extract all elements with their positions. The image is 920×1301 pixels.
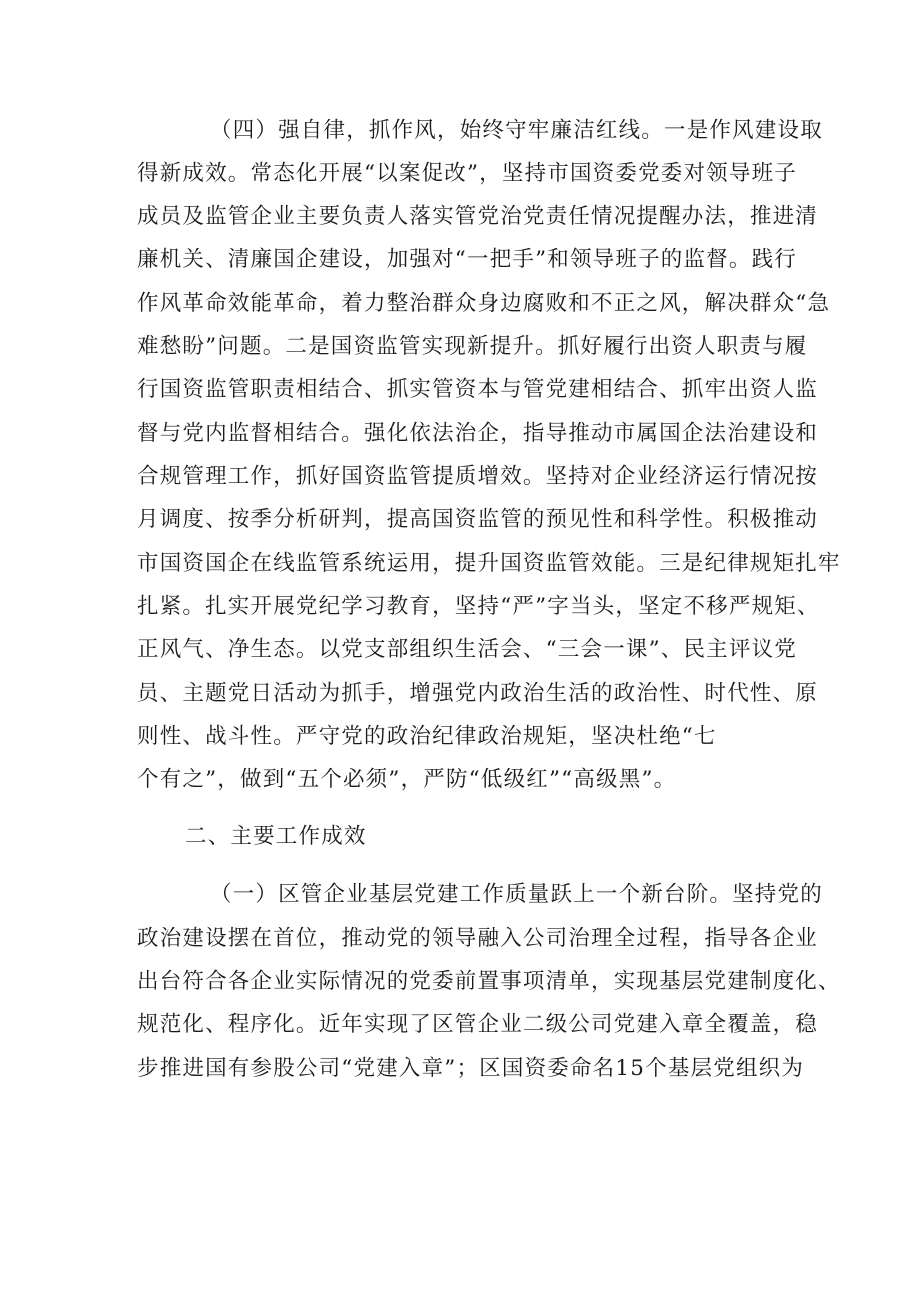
paragraph-line: 廉机关、清廉国企建设，加强对“一把手”和领导班子的监督。践行	[137, 247, 797, 272]
paragraph-line: 政治建设摆在首位，推动党的领导融入公司治理全过程，指导各企业	[137, 926, 819, 951]
paragraph-line: 行国资监管职责相结合、抓实管资本与管党建相结合、抓牢出资人监	[137, 377, 819, 402]
paragraph-line: 作风革命效能革命，着力整治群众身边腐败和不正之风，解决群众“急	[137, 291, 831, 316]
paragraph-line: 成员及监管企业主要负责人落实管党治党责任情况提醒办法，推进清	[137, 204, 819, 229]
paragraph-line: 难愁盼”问题。二是国资监管实现新提升。抓好履行出资人职责与履	[137, 334, 808, 359]
paragraph-line: 步推进国有参股公司“党建入章”；区国资委命名15个基层党组织为	[137, 1056, 805, 1081]
paragraph-line: 得新成效。常态化开展“以案促改”，坚持市国资委党委对领导班子	[137, 161, 797, 186]
paragraph-line: 市国资国企在线监管系统运用，提升国资监管效能。三是纪律规矩扎牢	[137, 551, 841, 576]
paragraph-line: 则性、战斗性。严守党的政治纪律政治规矩，坚决杜绝“七	[137, 724, 717, 749]
section-heading: 二、主要工作成效	[185, 824, 367, 849]
paragraph-line: （四）强自律，抓作风，始终守牢廉洁红线。一是作风建设取	[210, 118, 823, 143]
paragraph-line: （一）区管企业基层党建工作质量跃上一个新台阶。坚持党的	[210, 882, 823, 907]
paragraph-line: 合规管理工作，抓好国资监管提质增效。坚持对企业经济运行情况按	[137, 464, 819, 489]
paragraph-line: 员、主题党日活动为抓手，增强党内政治生活的政治性、时代性、原	[137, 681, 819, 706]
paragraph-line: 督与党内监督相结合。强化依法治企，指导推动市属国企法治建设和	[137, 421, 819, 446]
paragraph-line: 月调度、按季分析研判，提高国资监管的预见性和科学性。积极推动	[137, 507, 819, 532]
paragraph-line: 扎紧。扎实开展党纪学习教育，坚持“严”字当头，坚定不移严规矩、	[137, 594, 820, 619]
paragraph-line: 正风气、净生态。以党支部组织生活会、“三会一课”、民主评议党	[137, 637, 797, 662]
paragraph-line: 个有之”，做到“五个必须”，严防“低级红”“高级黑”。	[137, 767, 677, 792]
paragraph-line: 出台符合各企业实际情况的党委前置事项清单，实现基层党建制度化、	[137, 969, 841, 994]
paragraph-line: 规范化、程序化。近年实现了区管企业二级公司党建入章全覆盖，稳	[137, 1012, 819, 1037]
